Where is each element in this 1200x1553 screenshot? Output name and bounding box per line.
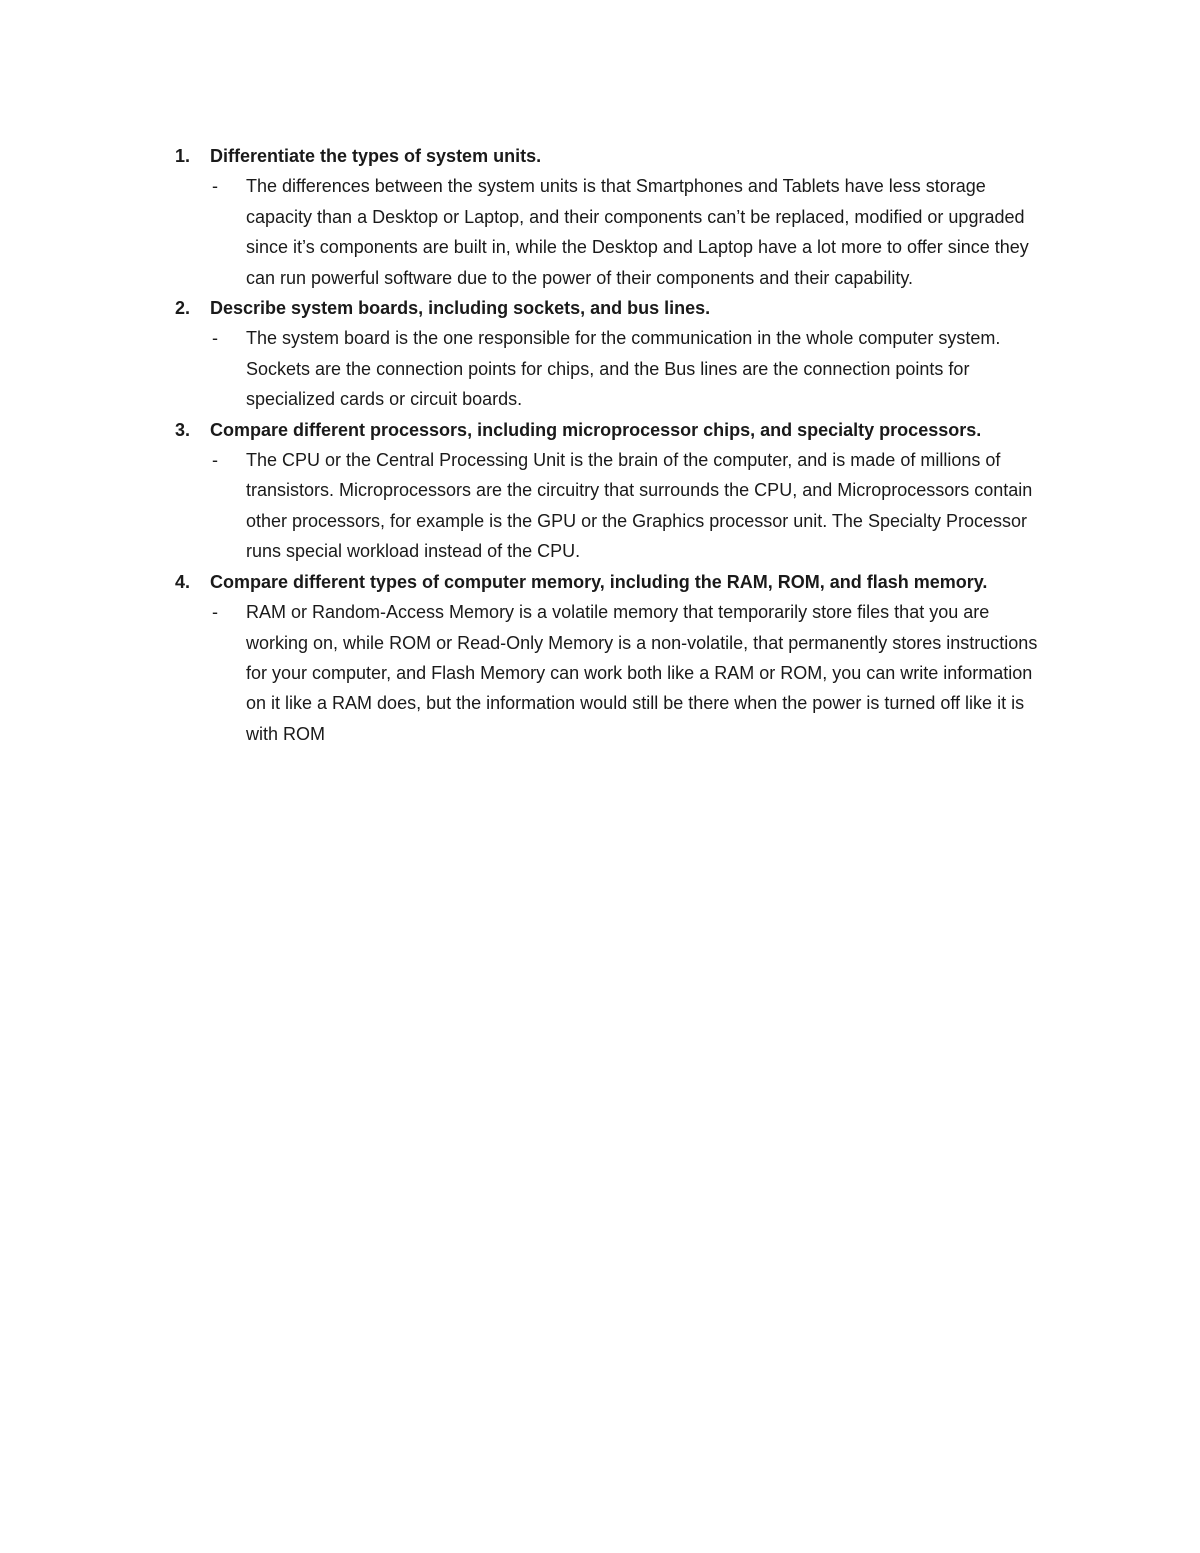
question-text: Compare different types of computer memory, including the RAM, ROM, and flash memory.	[210, 571, 988, 592]
answer-text: The system board is the one responsible for the communication in the whole computer system. Sockets are the connection points for chips, and the Bus lines are the connection points for specialized cards or circuit boards.	[246, 328, 1001, 410]
bullet-dash: -	[212, 450, 218, 471]
bullet-dash: -	[212, 602, 218, 623]
question-number: 3.	[175, 419, 191, 440]
answer-3	[170, 445, 1060, 567]
question-number: 1.	[175, 146, 191, 166]
question-2	[170, 293, 1060, 323]
answer-text: The CPU or the Central Processing Unit is the brain of the computer, and is made of millions of transistors. Microprocessors are the circuitry that surrounds the CPU, and Microprocessors contain other processors, for example is the GPU or the Graphics processor unit. The Specialty Processor runs special workload instead of the CPU.	[246, 450, 1033, 562]
question-text: Compare different processors, including microprocessor chips, and specialty processors.	[210, 419, 982, 440]
answer-text: The differences between the system units is that Smartphones and Tablets have less storage capacity than a Desktop or Laptop, and their components can’t be replaced, modified or upgraded since it’s components are built in, while the Desktop and Laptop have a lot more to offer since they can run powerful software due to the power of their components and their capability.	[246, 176, 1029, 288]
bullet-dash: -	[212, 328, 218, 349]
question-text: Describe system boards, including sockets, and bus lines.	[210, 298, 711, 319]
answer-4	[170, 597, 1060, 749]
question-1	[170, 141, 1060, 171]
question-text: Differentiate the types of system units.	[210, 146, 542, 166]
question-number: 2.	[175, 298, 191, 319]
question-list	[170, 141, 1060, 749]
bullet-dash: -	[212, 176, 218, 197]
question-4	[170, 567, 1060, 597]
answer-text: RAM or Random-Access Memory is a volatile memory that temporarily store files that you are working on, while ROM or Read-Only Memory is a non-volatile, that permanently stores instructions for your computer, and Flash Memory can work both like a RAM or ROM, you can write information on it like a RAM does, but the information would still be there when the power is turned off like it is with ROM	[246, 602, 1038, 744]
answer-2	[170, 323, 1060, 414]
question-number: 4.	[175, 571, 191, 592]
answer-1	[170, 171, 1060, 293]
question-3	[170, 415, 1060, 445]
